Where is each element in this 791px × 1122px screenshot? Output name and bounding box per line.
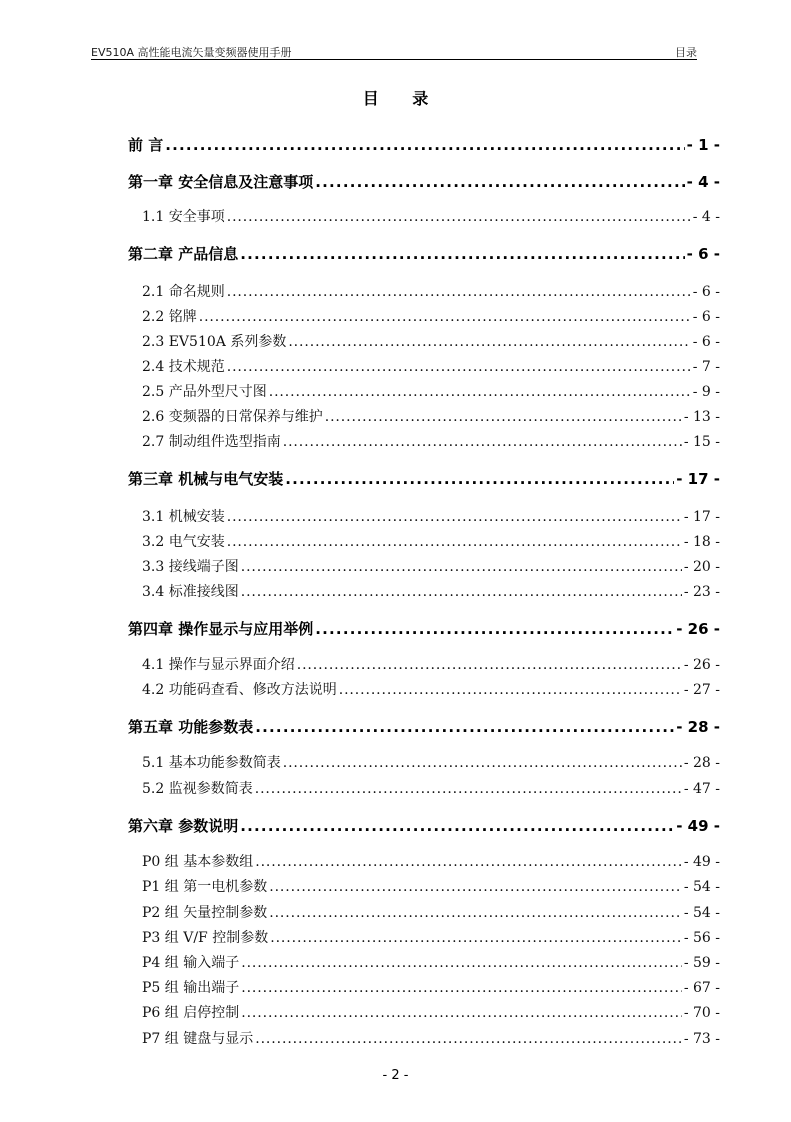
toc-section-entry[interactable] [142, 952, 720, 972]
toc-entry-page: - 70 - [683, 1005, 720, 1021]
toc-section-entry[interactable] [142, 281, 720, 301]
toc-section-entry[interactable] [142, 356, 720, 376]
toc-entry-label: 3.2 电气安装 [142, 534, 225, 550]
toc-section-entry[interactable] [142, 506, 720, 526]
page-title: 目 录 [362, 89, 443, 108]
toc-entry-page: - 20 - [683, 559, 720, 575]
toc-section-entry[interactable] [142, 654, 720, 674]
toc-entry-label: P0 组 基本参数组 [142, 854, 254, 870]
toc-entry-label: 3.1 机械安装 [142, 509, 225, 525]
toc-section-entry[interactable] [142, 331, 720, 351]
toc-entry-page: - 67 - [683, 980, 720, 996]
toc-entry-label: 第二章 产品信息 [128, 245, 239, 263]
dot-leader [165, 136, 684, 154]
toc-chapter-entry[interactable] [128, 815, 720, 836]
dot-leader [227, 359, 691, 375]
toc-entry-page: - 6 - [686, 245, 720, 263]
dot-leader [339, 682, 682, 698]
toc-entry-page: - 15 - [683, 434, 720, 450]
dot-leader [269, 384, 691, 400]
toc-entry-label: 3.4 标准接线图 [142, 584, 239, 600]
dot-leader [227, 209, 691, 225]
toc-section-entry[interactable] [142, 406, 720, 426]
toc-chapter-entry[interactable] [128, 171, 720, 192]
toc-entry-label: 2.4 技术规范 [142, 359, 225, 375]
dot-leader [315, 173, 684, 191]
toc-entry-label: 5.2 监视参数简表 [142, 781, 253, 797]
toc-section-entry[interactable] [142, 431, 720, 451]
toc-entry-page: - 27 - [683, 682, 720, 698]
toc-section-entry[interactable] [142, 531, 720, 551]
toc-chapter-entry[interactable] [128, 716, 720, 737]
dot-leader [241, 584, 682, 600]
toc-entry-label: 第四章 操作显示与应用举例 [128, 620, 314, 638]
toc-section-entry[interactable] [142, 581, 720, 601]
toc-chapter-entry[interactable] [128, 243, 720, 264]
toc-entry-page: - 26 - [683, 657, 720, 673]
toc-entry-label: 2.6 变频器的日常保养与维护 [142, 409, 323, 425]
dot-leader [270, 930, 682, 946]
toc-section-entry[interactable] [142, 927, 720, 947]
dot-leader [283, 755, 682, 771]
dot-leader [285, 470, 674, 488]
toc-entry-label: 4.2 功能码查看、修改方法说明 [142, 682, 337, 698]
toc-entry-page: - 49 - [683, 854, 720, 870]
dot-leader [315, 620, 674, 638]
header-section-name: 目录 [675, 46, 697, 59]
toc-section-entry[interactable] [142, 752, 720, 772]
toc-chapter-entry[interactable] [128, 468, 720, 489]
toc-entry-label: 2.7 制动组件选型指南 [142, 434, 281, 450]
toc-entry-page: - 17 - [676, 470, 720, 488]
dot-leader [325, 409, 682, 425]
toc-entry-page: - 7 - [692, 359, 720, 375]
dot-leader [199, 309, 691, 325]
header-manual-title: EV510A 高性能电流矢量变频器使用手册 [91, 46, 292, 59]
dot-leader [227, 284, 691, 300]
dot-leader [240, 817, 674, 835]
toc-entry-page: - 1 - [686, 136, 720, 154]
toc-entry-label: 2.5 产品外型尺寸图 [142, 384, 267, 400]
toc-entry-page: - 54 - [683, 905, 720, 921]
dot-leader [255, 854, 682, 870]
toc-section-entry[interactable] [142, 1028, 720, 1048]
toc-section-entry[interactable] [142, 306, 720, 326]
toc-entry-label: 第一章 安全信息及注意事项 [128, 173, 314, 191]
toc-section-entry[interactable] [142, 902, 720, 922]
dot-leader [297, 657, 682, 673]
toc-entry-page: - 26 - [676, 620, 720, 638]
toc-chapter-entry[interactable] [128, 134, 720, 155]
toc-entry-page: - 9 - [692, 384, 720, 400]
toc-entry-label: P2 组 矢量控制参数 [142, 905, 268, 921]
toc-entry-label: 3.3 接线端子图 [142, 559, 239, 575]
toc-entry-page: - 23 - [683, 584, 720, 600]
toc-section-entry[interactable] [142, 381, 720, 401]
toc-section-entry[interactable] [142, 851, 720, 871]
toc-entry-label: P1 组 第一电机参数 [142, 879, 268, 895]
toc-section-entry[interactable] [142, 206, 720, 226]
toc-entry-page: - 59 - [683, 955, 720, 971]
toc-section-entry[interactable] [142, 977, 720, 997]
toc-entry-label: P5 组 输出端子 [142, 980, 240, 996]
page-number: - 2 - [382, 1068, 409, 1083]
toc-entry-page: - 54 - [683, 879, 720, 895]
dot-leader [269, 879, 682, 895]
toc-entry-label: 2.2 铭牌 [142, 309, 197, 325]
toc-entry-page: - 56 - [683, 930, 720, 946]
toc-entry-page: - 6 - [692, 309, 720, 325]
dot-leader [241, 980, 682, 996]
toc-entry-label: 第五章 功能参数表 [128, 718, 254, 736]
toc-entry-page: - 49 - [676, 817, 720, 835]
toc-section-entry[interactable] [142, 778, 720, 798]
toc-entry-label: 第六章 参数说明 [128, 817, 239, 835]
dot-leader [227, 534, 682, 550]
toc-chapter-entry[interactable] [128, 618, 720, 639]
toc-entry-label: 2.1 命名规则 [142, 284, 225, 300]
toc-section-entry[interactable] [142, 556, 720, 576]
toc-entry-page: - 6 - [692, 284, 720, 300]
toc-entry-label: P3 组 V/F 控制参数 [142, 930, 269, 946]
dot-leader [255, 781, 682, 797]
dot-leader [255, 718, 674, 736]
toc-entry-label: P6 组 启停控制 [142, 1005, 240, 1021]
dot-leader [255, 1031, 682, 1047]
toc-entry-page: - 4 - [692, 209, 720, 225]
toc-entry-label: 2.3 EV510A 系列参数 [142, 334, 287, 350]
dot-leader [227, 509, 682, 525]
toc-entry-page: - 73 - [683, 1031, 720, 1047]
toc-section-entry[interactable] [142, 1002, 720, 1022]
toc-entry-label: 1.1 安全事项 [142, 209, 225, 225]
toc-entry-label: P7 组 键盘与显示 [142, 1031, 254, 1047]
toc-section-entry[interactable] [142, 876, 720, 896]
dot-leader [241, 559, 682, 575]
dot-leader [241, 1005, 682, 1021]
dot-leader [240, 245, 684, 263]
toc-entry-page: - 17 - [683, 509, 720, 525]
toc-entry-page: - 28 - [683, 755, 720, 771]
dot-leader [241, 955, 682, 971]
toc-entry-page: - 6 - [692, 334, 720, 350]
dot-leader [283, 434, 682, 450]
toc-entry-page: - 4 - [686, 173, 720, 191]
toc-entry-label: 前 言 [128, 136, 164, 154]
dot-leader [288, 334, 690, 350]
toc-entry-label: P4 组 输入端子 [142, 955, 240, 971]
toc-entry-label: 4.1 操作与显示界面介绍 [142, 657, 295, 673]
toc-entry-page: - 28 - [676, 718, 720, 736]
toc-entry-page: - 13 - [683, 409, 720, 425]
toc-entry-label: 第三章 机械与电气安装 [128, 470, 284, 488]
toc-entry-label: 5.1 基本功能参数简表 [142, 755, 281, 771]
toc-section-entry[interactable] [142, 679, 720, 699]
toc-entry-page: - 18 - [683, 534, 720, 550]
dot-leader [269, 905, 682, 921]
toc-entry-page: - 47 - [683, 781, 720, 797]
